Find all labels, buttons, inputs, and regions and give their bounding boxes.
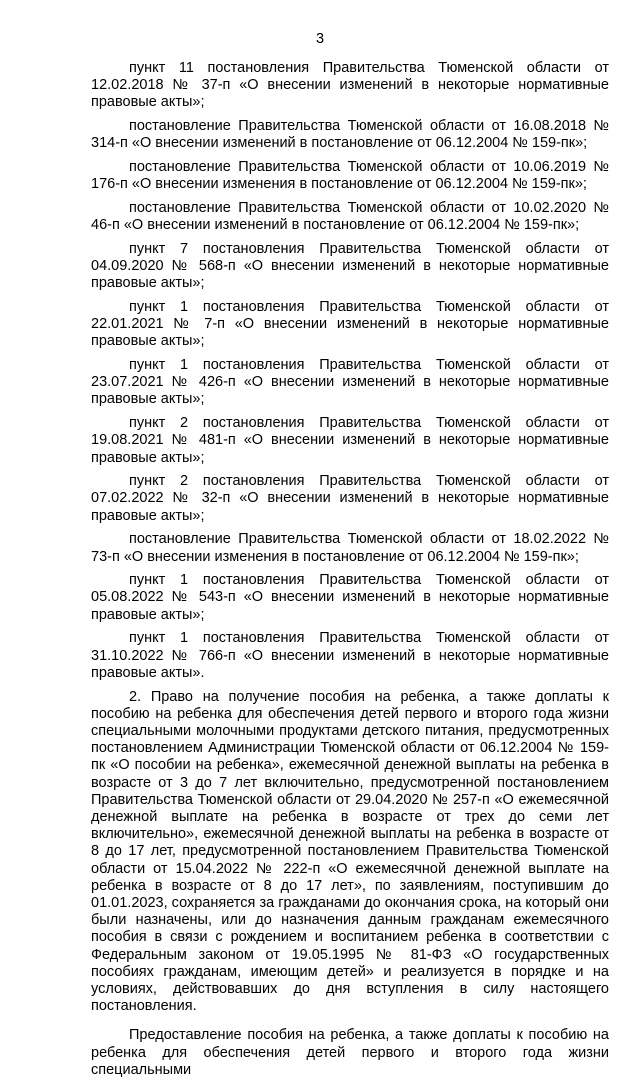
paragraph-amendment-12: пункт 1 постановления Правительства Тюменской области от 31.10.2022 № 766-п «О внесении изменений в некоторые нормативные правовые акты». [91, 630, 609, 681]
paragraph-amendment-9: пункт 2 постановления Правительства Тюменской области от 07.02.2022 № 32-п «О внесении изменений в некоторые нормативные правовые акты»; [91, 473, 609, 524]
paragraph-amendment-3: постановление Правительства Тюменской области от 10.06.2019 № 176-п «О внесении изменения в постановление от 06.12.2004 № 159-пк»; [91, 159, 609, 193]
page-number: 3 [315, 31, 325, 47]
paragraph-amendment-2: постановление Правительства Тюменской области от 16.08.2018 № 314-п «О внесении изменений в постановление от 06.12.2004 № 159-пк»; [91, 118, 609, 152]
paragraph-amendment-4: постановление Правительства Тюменской области от 10.02.2020 № 46-п «О внесении изменений в постановление от 06.12.2004 № 159-пк»; [91, 199, 609, 234]
paragraph-amendment-7: пункт 1 постановления Правительства Тюменской области от 23.07.2021 № 426-п «О внесении изменений в некоторые нормативные правовые акты»; [91, 357, 609, 408]
paragraph-provision-continued: Предоставление пособия на ребенка, а также доплаты к пособию на ребенка для обеспечения детей первого и второго года жизни специальными [91, 1027, 609, 1078]
paragraph-amendment-8: пункт 2 постановления Правительства Тюменской области от 19.08.2021 № 481-п «О внесении изменений в некоторые нормативные правовые акты»; [91, 415, 609, 466]
document-body [91, 60, 609, 1085]
paragraph-section-2: 2. Право на получение пособия на ребенка, а также доплаты к пособию на ребенка для обеспечения детей первого и второго года жизни специальными молочными продуктами детского питания, предусмотренных постановлением Администрации Тюменской области от 06.12.2004 № 159-пк «О пособии на ребенка», ежемесячной денежной выплаты на ребенка в возрасте от 3 до 7 лет включительно, предусмотренной постановлением Правительства Тюменской области от 29.04.2020 № 257-п «О ежемесячной денежной выплате на ребенка в возрасте от трех до семи лет включительно», ежемесячной денежной выплаты на ребенка в возрасте от 8 до 17 лет, предусмотренной постановлением Правительства Тюменской области от 15.04.2022 № 222-п «О ежемесячной денежной выплате на ребенка в возрасте от 8 до 17 лет», по заявлениям, поступившим до 01.01.2023, сохраняется за гражданами до окончания срока, на который они были назначены, или до назначения данным гражданам ежемесячного пособия в связи с рождением и воспитанием ребенка в соответствии с Федеральным законом от 19.05.1995 № 81-ФЗ «О государственных пособиях гражданам, имеющим детей» и реализуется в порядке и на условиях, действовавших до дня вступления в силу настоящего постановления. [91, 688, 609, 1015]
paragraph-amendment-1: пункт 11 постановления Правительства Тюменской области от 12.02.2018 № 37-п «О внесении изменений в некоторые нормативные правовые акты»; [91, 60, 609, 111]
paragraph-amendment-5: пункт 7 постановления Правительства Тюменской области от 04.09.2020 № 568-п «О внесении изменений в некоторые нормативные правовые акты»; [91, 240, 609, 292]
paragraph-amendment-11: пункт 1 постановления Правительства Тюменской области от 05.08.2022 № 543-п «О внесении изменений в некоторые нормативные правовые акты»; [91, 572, 609, 623]
paragraph-amendment-6: пункт 1 постановления Правительства Тюменской области от 22.01.2021 № 7-п «О внесении изменений в некоторые нормативные правовые акты»; [91, 298, 609, 350]
paragraph-amendment-10: постановление Правительства Тюменской области от 18.02.2022 № 73-п «О внесении изменения в постановление от 06.12.2004 № 159-пк»; [91, 531, 609, 565]
